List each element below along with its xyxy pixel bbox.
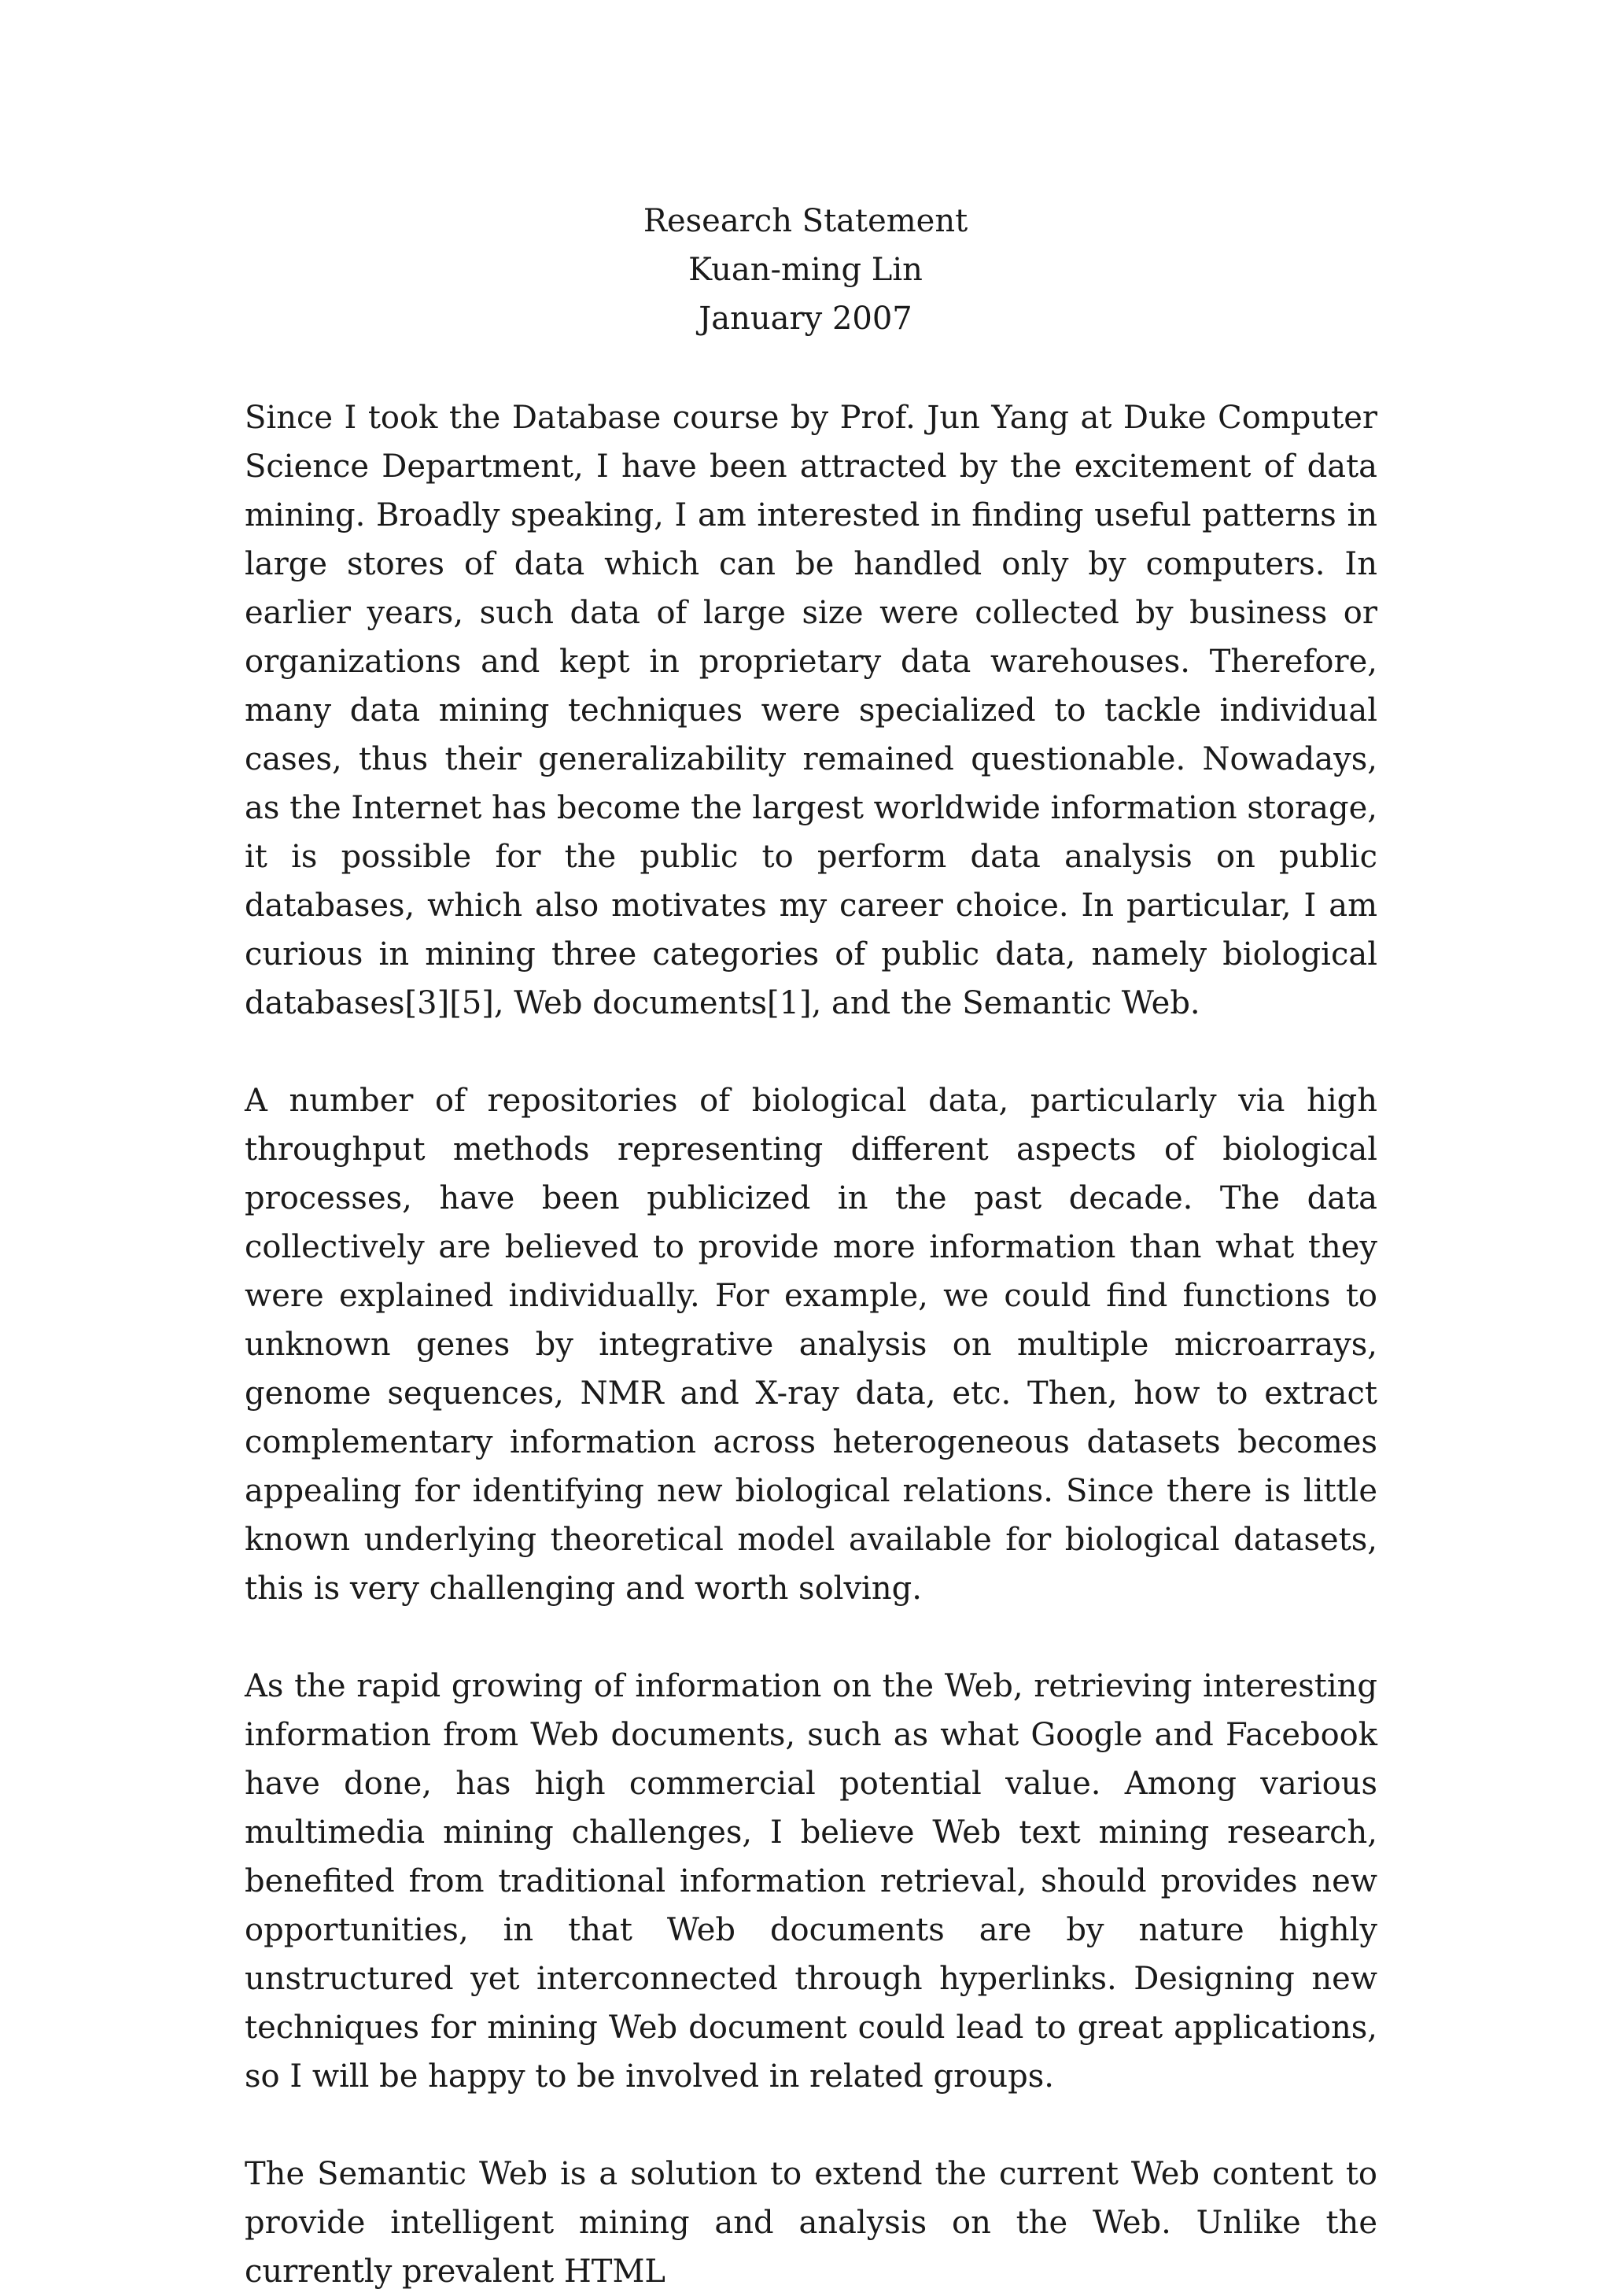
paragraph-intro: Since I took the Database course by Prof. Jun Yang at Duke Computer Science Department, I have been attracted by the excitement of data mining. Broadly speaking, I am interested in finding useful patterns in large stores of data which can be handled only by computers. In earlier years, such data of large size were collected by business or organizations and kept in proprietary data warehouses. Therefore, many data mining techniques were specialized to tackle individual cases, thus their generalizability remained questionable. Nowadays, as the Internet has become the largest worldwide information storage, it is possible for the public to perform data analysis on public databases, which also motivates my career choice. In particular, I am curious in mining three categories of public data, namely biological databases[3][5], Web documents[1], and the Semantic Web. (245, 400, 1377, 1021)
document-title: Research Statement (643, 203, 968, 239)
author-name: Kuan-ming Lin (688, 252, 923, 288)
paragraph-biological-data: A number of repositories of biological data, particularly via high throughput methods representing different aspects of biological processes, have been publicized in the past decade. The data collectively are believed to provide more information than what they were explained individually. For example, we could find functions to unknown genes by integrative analysis on multiple microarrays, genome sequences, NMR and X-ray data, etc. Then, how to extract complementary information across heterogeneous datasets becomes appealing for identifying new biological relations. Since there is little known underlying theoretical model available for biological datasets, this is very challenging and worth solving. (245, 1083, 1377, 1607)
document-date: January 2007 (699, 301, 912, 337)
paragraph-web-documents: As the rapid growing of information on the Web, retrieving interesting information from Web documents, such as what Google and Facebook have done, has high commercial potential value. Among various multimedia mining challenges, I believe Web text mining research, benefited from traditional information retrieval, should provides new opportunities, in that Web documents are by nature highly unstructured yet interconnected through hyperlinks. Designing new techniques for mining Web document could lead to great applications, so I will be happy to be involved in related groups. (245, 1668, 1377, 2095)
document-body (245, 393, 1377, 2296)
paragraph-semantic-web: The Semantic Web is a solution to extend the current Web content to provide intelligent mining and analysis on the Web. Unlike the currently prevalent HTML (245, 2156, 1377, 2290)
title-block (0, 197, 1611, 343)
